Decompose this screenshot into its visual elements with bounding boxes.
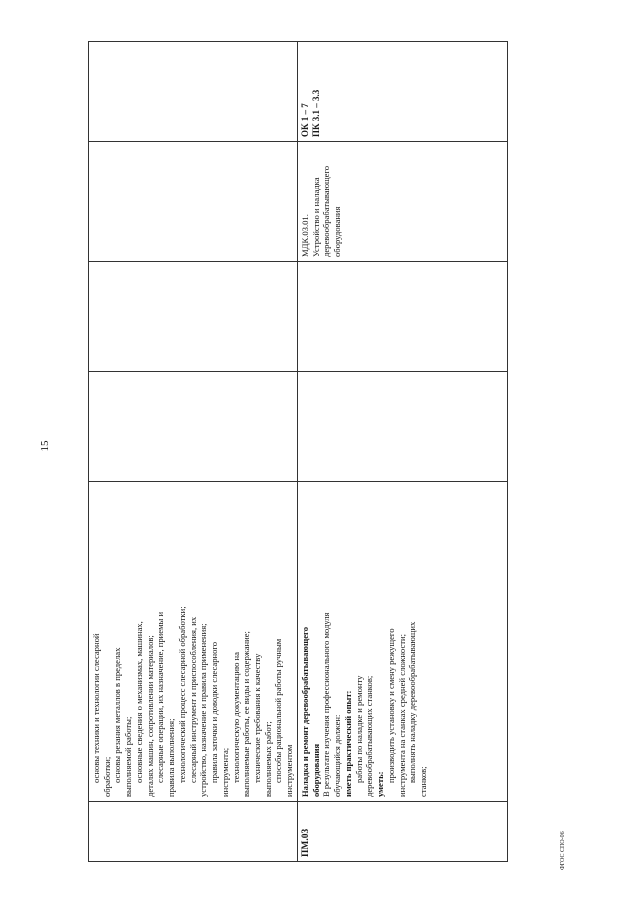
description-line: слесарные операции, их назначение, приемы и: [155, 611, 166, 783]
description-line: станков;: [418, 766, 429, 797]
page-number: 15: [39, 440, 51, 452]
description-line: В результате изучения профессионального модуля: [321, 612, 332, 797]
description-line: обучающийся должен:: [332, 714, 343, 797]
requirements-table: [88, 41, 508, 862]
description-line: инструмента на станках средней сложности;: [396, 633, 407, 797]
description-line: выполнять наладку деревообрабатывающих: [407, 621, 418, 783]
description-line: технические требования к качеству: [252, 653, 263, 783]
hours-cell-b: [297, 262, 507, 372]
professional-competency-code: ПК 3.1 – 3.3: [311, 89, 322, 137]
module-description-cell: [89, 482, 298, 802]
description-line: производить установку и смену режущего: [385, 628, 396, 783]
competency-codes-cell: [297, 42, 507, 142]
table-row: [297, 42, 507, 862]
hours-cell-a: [297, 372, 507, 482]
mdk-cell: [297, 142, 507, 262]
hours-cell-a: [89, 372, 298, 482]
description-line: инструментом: [284, 744, 295, 797]
module-index-cell: [89, 802, 298, 862]
mdk-title-line: Устройство и наладка: [310, 177, 321, 257]
description-line: деревообрабатывающих станков;: [364, 675, 375, 797]
description-line: работы по наладке и ремонту: [353, 675, 364, 783]
description-line: основные сведения о механизмах, машинах,: [133, 621, 144, 783]
description-line: основы резания металлов в пределах: [112, 647, 123, 783]
mdk-title-line: оборудования: [332, 206, 343, 257]
description-line: выполняемые работы, ее виды и содержание;: [241, 631, 252, 797]
description-line: технологическую документацию на: [230, 652, 241, 783]
description-line: устройство, назначение и правила применения;: [198, 623, 209, 797]
description-line: способы рациональной работы ручным: [273, 638, 284, 783]
description-line: выполняемой работы;: [123, 716, 134, 797]
description-line: деталях машин, сопротивлении материалов;: [144, 635, 155, 797]
mdk-code: МДК.03.01.: [299, 214, 310, 257]
module-description-cell: [297, 482, 507, 802]
mdk-title-line: деревообрабатывающего: [321, 165, 332, 257]
table-row: [89, 42, 298, 862]
description-line: инструмента;: [219, 747, 230, 797]
hours-cell-b: [89, 262, 298, 372]
module-index-cell: [297, 802, 507, 862]
description-line: выполняемых работ;: [262, 721, 273, 797]
description-line: основы техники и технологии слесарной: [91, 633, 101, 783]
description-line: слесарный инструмент и приспособления, их: [187, 616, 198, 783]
mdk-cell: [89, 142, 298, 262]
standard-table: [88, 42, 429, 862]
module-title-line: Наладка и ремонт деревообрабатывающего: [299, 626, 310, 797]
module-title-line: оборудования: [310, 743, 321, 797]
description-line: технологический процесс слесарной обработки;: [176, 606, 187, 783]
description-line: правила заточки и доводки слесарного: [209, 642, 220, 783]
competency-codes-cell: [89, 42, 298, 142]
description-line: правила выполнения;: [166, 718, 177, 797]
footer-document-code: ФГОС СПО-06: [560, 831, 566, 870]
section-heading: уметь:: [375, 771, 386, 797]
section-heading: иметь практический опыт:: [342, 690, 353, 797]
module-index: ПМ.03: [300, 828, 311, 857]
description-line: обработки;: [101, 756, 112, 797]
general-competency-code: ОК 1 – 7: [299, 103, 310, 137]
